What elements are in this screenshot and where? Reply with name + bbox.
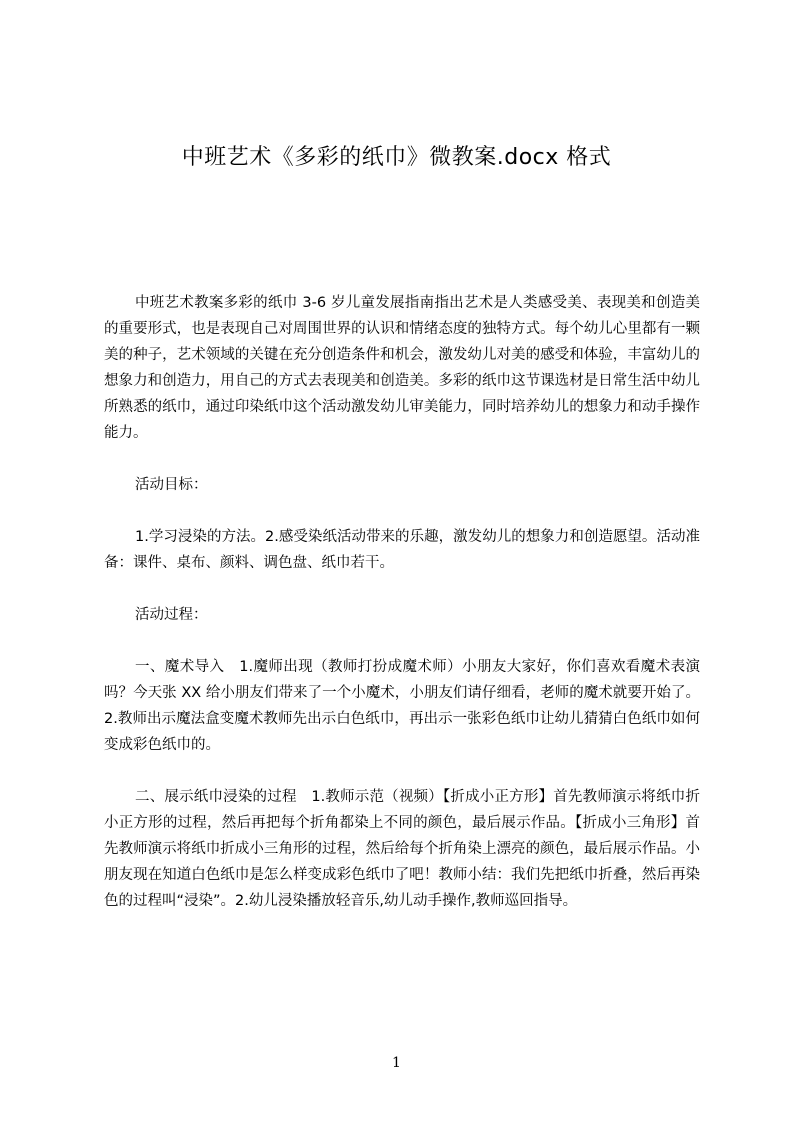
objectives-paragraph: 1.学习浸染的方法。2.感受染纸活动带来的乐趣，激发幼儿的想象力和创造愿望。活动准备：课件、桌布、颜料、调色盘、纸巾若干。 [104,529,700,571]
document-body [104,290,700,914]
intro-paragraph: 中班艺术教案多彩的纸巾 3-6 岁儿童发展指南指出艺术是人类感受美、表现美和创造美的重要形式，也是表现自己对周围世界的认识和情绪态度的独特方式。每个幼儿心里都有一颗美的种子，艺术领域的关键在充分创造条件和机会，激发幼儿对美的感受和体验，丰富幼儿的想象力和创造力，用自己的方式去表现美和创造美。多彩的纸巾这节课选材是日常生活中幼儿所熟悉的纸巾，通过印染纸巾这个活动激发幼儿审美能力，同时培养幼儿的想象力和动手操作能力。 [104,295,700,441]
objectives-heading: 活动目标： [135,477,208,493]
document-title: 中班艺术《多彩的纸巾》微教案.docx 格式 [181,145,612,170]
page-number: 1 [392,1055,401,1071]
process-heading: 活动过程： [135,607,208,623]
dyeing-process-paragraph: 二、展示纸巾浸染的过程 1.教师示范（视频）【折成小正方形】首先教师演示将纸巾折小正方形的过程，然后再把每个折角都染上不同的颜色，最后展示作品。【折成小三角形】首先教师演示将纸巾折成小三角形的过程，然后给每个折角染上漂亮的颜色，最后展示作品。小朋友现在知道白色纸巾是怎么样变成彩色纸巾了吧！教师小结：我们先把纸巾折叠，然后再染色的过程叫“浸染”。2.幼儿浸染播放轻音乐,幼儿动手操作,教师巡回指导。 [104,789,700,909]
magic-intro-paragraph: 一、魔术导入 1.魔师出现（教师打扮成魔术师）小朋友大家好，你们喜欢看魔术表演吗？今天张 XX 给小朋友们带来了一个小魔术，小朋友们请仔细看，老师的魔术就要开始了。2.教师出示魔法盒变魔术教师先出示白色纸巾，再出示一张彩色纸巾让幼儿猜猜白色纸巾如何变成彩色纸巾的。 [104,659,700,753]
